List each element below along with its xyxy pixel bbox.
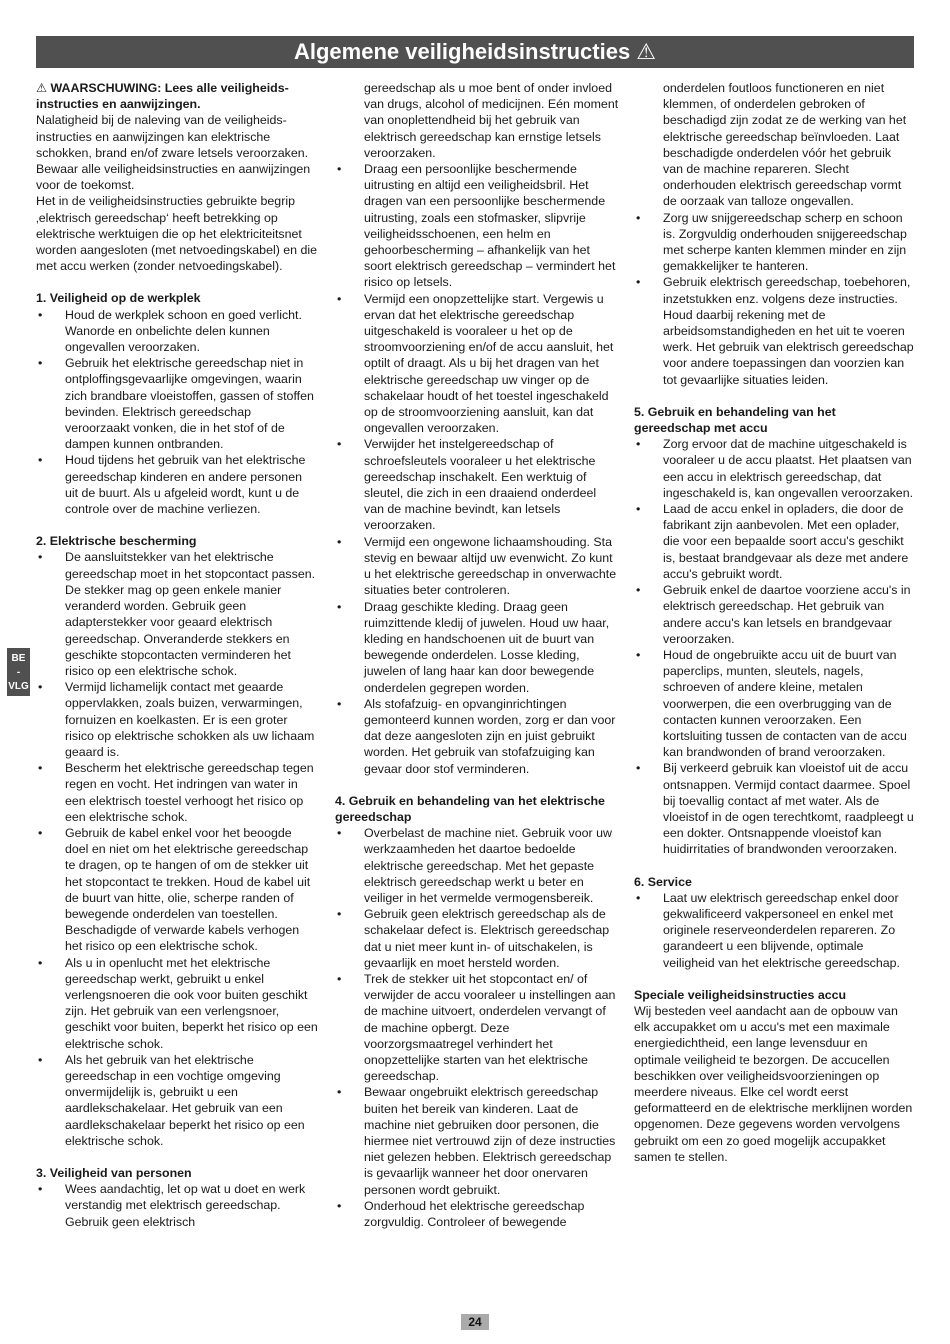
list-item: • Vermijd een ongewone lichaamshouding. Sta stevig en bewaar altijd uw evenwicht. Zo kunt u het elektrische gereedschap in onverwachte situaties beter controleren.: [335, 534, 619, 599]
special-instructions-heading: Speciale veiligheidsinstructies accu: [634, 987, 847, 1002]
section-5-list: [634, 436, 914, 857]
list-item: • Houd tijdens het gebruik van het elektrische gereedschap kinderen en andere personen uit de buurt. Als u afgeleid wordt, kunt u de controle over de machine verliezen.: [36, 452, 318, 517]
list-item: • Als u in openlucht met het elektrische gereedschap werkt, gebruikt u enkel verlengsnoeren die ook voor buiten geschikt zijn. Het gebruik van een verlengsnoer, geschikt voor buiten, beperkt het risico op een elektrische schok.: [36, 955, 318, 1052]
special-instructions-text: Wij besteden veel aandacht aan de opbouw van elk accupakket om u accu's met een maximale energiedichtheid, een lange levensduur en optimale veiligheid te bezorgen. De accucellen beschikken over veiligheidsvoorzieningen op meerdere niveaus. Elke cel wordt eerst geformatteerd en de elektrische merklijnen worden opgenomen. Deze gegevens worden vervolgens gebruikt om een zo goed mogelijk accupakket samen te stellen.: [634, 1003, 913, 1164]
page-number: 24: [461, 1314, 489, 1330]
column-3: [634, 80, 914, 1165]
section-3-list: [36, 1181, 318, 1230]
list-item: • Houd de ongebruikte accu uit de buurt van paperclips, munten, sleutels, nagels, schroeven of andere kleine, metalen voorwerpen, die een overbrugging van de contacten kunnen veroorzaken. Een kortsluiting tussen de contacten van de accu kan brandwonden of brand veroorzaken.: [634, 647, 914, 760]
intro-paragraph: Het in de veiligheidsinstructies gebruikte begrip ‚elektrisch gereedschap‘ heeft betrekking op elektrische werktuigen die op het elektriciteitsnet worden aangesloten (met netvoedingskabel) en die met accu werken (zonder netvoedingskabel).: [36, 194, 318, 274]
section-6-list: [634, 890, 914, 971]
list-item: • Laat uw elektrisch gereedschap enkel door gekwalificeerd vakpersoneel en enkel met originele reserveonderdelen repareren. Zo garandeert u een blijvende, optimale veiligheid van het elektrische gereedschap.: [634, 890, 914, 971]
list-item: • Verwijder het instelgereedschap of schroefsleutels vooraleer u het elektrische gereedschap inschakelt. Een werktuig of sleutel, die zich in een draaiend onderdeel van de machine bevindt, kan letsels veroorzaken.: [335, 436, 619, 533]
section-1-list: [36, 307, 318, 518]
list-item: • Draag geschikte kleding. Draag geen ruimzittende kledij of juwelen. Houd uw haar, kleding en handschoenen uit de buurt van bewegende onderdelen. Losse kleding, juwelen of lang haar kan door bewegende onderdelen gegrepen worden.: [335, 599, 619, 696]
page-title: Algemene veiligheidsinstructies ⚠: [36, 36, 914, 68]
language-tab: [7, 648, 30, 696]
list-item: • Wees aandachtig, let op wat u doet en werk verstandig met elektrisch gereedschap. Gebruik geen elektrisch: [36, 1181, 318, 1230]
list-item: • Trek de stekker uit het stopcontact en/ of verwijder de accu vooraleer u instellingen aan de machine uitvoert, onderdelen vervangt of de machine opbergt. Deze voorzorgsmaatregel verhindert het onopzettelijke starten van het elektrische gereedschap.: [335, 971, 619, 1084]
section-heading-2: 2. Elektrische bescherming: [36, 534, 197, 549]
column-2: [335, 80, 619, 1230]
section-3-list-cont: [335, 161, 619, 777]
list-item: • Zorg uw snijgereedschap scherp en schoon is. Zorgvuldig onderhouden snijgereedschap met scherpe kanten klemmen minder en zijn gemakkelijker te hanteren.: [634, 210, 914, 275]
list-item-continuation: onderdelen foutloos functioneren en niet klemmen, of onderdelen gebroken of beschadigd zijn zodat ze de werking van het elektrische gereedschap beïnvloeden. Laat beschadigde onderdelen vóór het gebruik van de machine repareren. Slecht onderhouden elektrisch gereedschap vormt de oorzaak van talloze ongevallen.: [663, 81, 907, 209]
list-item: • Zorg ervoor dat de machine uitgeschakeld is vooraleer u de accu plaatst. Het plaatsen van een accu in elektrisch gereedschap, dat ingeschakeld is, kan ongevallen veroorzaken.: [634, 436, 914, 501]
column-1: [36, 80, 318, 1230]
section-4-list-cont: [634, 210, 914, 388]
list-item: • Onderhoud het elektrische gereedschap zorgvuldig. Controleer of bewegende: [335, 1198, 619, 1230]
list-item: • De aansluitstekker van het elektrische gereedschap moet in het stopcontact passen. De stekker mag op geen enkele manier veranderd worden. Gebruik geen adapterstekker voor geaard elektrisch gereedschap. Onveranderde stekkers en geschikte stopcontacten verminderen het risico op een elektrische schok.: [36, 549, 318, 679]
warning-heading: ⚠ WAARSCHUWING: Lees alle veiligheids-instructies en aanwijzingen.: [36, 81, 289, 112]
intro-paragraph: Bewaar alle veiligheidsinstructies en aanwijzingen voor de toekomst.: [36, 162, 311, 193]
list-item: • Vermijd lichamelijk contact met geaarde oppervlakken, zoals buizen, verwarmingen, fornuizen en koelkasten. Er is een groter risico op elektrische schokken als uw lichaam geaard is.: [36, 679, 318, 760]
section-heading-1: 1. Veiligheid op de werkplek: [36, 291, 201, 306]
list-item: • Gebruik het elektrische gereedschap niet in ontploffingsgevaarlijke omgevingen, waarin zich brandbare vloeistoffen, gassen of stoffen bevinden. Elektrisch gereedschap veroorzaakt vonken, die in het stof of de dampen kunnen ontbranden.: [36, 355, 318, 452]
list-item: • Houd de werkplek schoon en goed verlicht. Wanorde en onbelichte delen kunnen ongevallen veroorzaken.: [36, 307, 318, 356]
list-item: • Gebruik de kabel enkel voor het beoogde doel en niet om het elektrische gereedschap te dragen, op te hangen of om de stekker uit het stopcontact te trekken. Houd de kabel uit de buurt van hitte, olie, scherpe randen of bewegende onderdelen van toestellen. Beschadigde of verwarde kabels verhogen het risico op een elektrische schok.: [36, 825, 318, 955]
list-item-continuation: gereedschap als u moe bent of onder invloed van drugs, alcohol of medicijnen. Eén moment van onoplettendheid bij het gebruik van elektrisch gereedschap kan ernstige letsels veroorzaken.: [364, 81, 619, 160]
list-item: • Overbelast de machine niet. Gebruik voor uw werkzaamheden het daartoe bedoelde elektrische gereedschap. Met het gepaste elektrisch gereedschap werkt u beter en veiliger in het vermelde vermogensbereik.: [335, 825, 619, 906]
section-heading-5: 5. Gebruik en behandeling van het gereedschap met accu: [634, 404, 836, 436]
list-item: • Bewaar ongebruikt elektrisch gereedschap buiten het bereik van kinderen. Laat de machine niet gebruiken door personen, die hiermee niet vertrouwd zijn of deze instructies niet gelezen hebben. Elektrisch gereedschap is gevaarlijk wanneer het door onervaren personen wordt gebruikt.: [335, 1084, 619, 1197]
list-item: • Laad de accu enkel in opladers, die door de fabrikant zijn aanbevolen. Met een oplader, die voor een bepaalde soort accu's geschikt is, bestaat brandgevaar als deze met andere accu's gebruikt wordt.: [634, 501, 914, 582]
list-item: • Als stofafzuig- en opvanginrichtingen gemonteerd kunnen worden, zorg er dan voor dat deze aangesloten zijn en juist gebruikt worden. Het gebruik van stofafzuiging kan gevaar door stof verminderen.: [335, 696, 619, 777]
list-item: • Gebruik geen elektrisch gereedschap als de schakelaar defect is. Elektrisch gereedschap dat u niet meer kunt in- of uitschakelen, is gevaarlijk en moet hersteld worden.: [335, 906, 619, 971]
section-2-list: [36, 549, 318, 1149]
language-tab-line-1: BE: [11, 653, 26, 664]
section-heading-4: 4. Gebruik en behandeling van het elektrische gereedschap: [335, 793, 605, 824]
language-tab-line-3: VLG: [8, 681, 29, 692]
list-item: • Als het gebruik van het elektrische gereedschap in een vochtige omgeving onvermijdelijk is, gebruikt u een aardlekschakelaar. Het gebruik van een aardlekschakelaar beperkt het risico op een elektrische schok.: [36, 1052, 318, 1149]
list-item: • Bescherm het elektrische gereedschap tegen regen en vocht. Het indringen van water in een elektrisch toestel verhoogt het risico op een elektrische schok.: [36, 760, 318, 825]
intro-paragraph: Nalatigheid bij de naleving van de veiligheids-instructies en aanwijzingen kan elektrische schokken, brand en/of zware letsels veroorzaken.: [36, 113, 309, 160]
list-item: • Bij verkeerd gebruik kan vloeistof uit de accu ontsnappen. Vermijd contact daarmee. Spoel bij toevallig contact af met water. Als de vloeistof in de ogen terechtkomt, raadpleegt u een dokter. Ontsnappende vloeistof kan huidirritaties of brandwonden veroorzaken.: [634, 760, 914, 857]
section-heading-3: 3. Veiligheid van personen: [36, 1166, 192, 1180]
section-heading-6: 6. Service: [634, 874, 692, 889]
list-item: • Gebruik enkel de daartoe voorziene accu's in elektrisch gereedschap. Het gebruik van andere accu's kan letsels en brandgevaar veroorzaken.: [634, 582, 914, 647]
list-item: • Draag een persoonlijke beschermende uitrusting en altijd een veiligheidsbril. Het dragen van een persoonlijke beschermende uitrusting, zoals een stofmasker, slipvrije veiligheidsschoenen, een helm en gehoorbescherming – afhankelijk van het soort elektrisch gereedschap – vermindert het risico op letsels.: [335, 161, 619, 291]
language-tab-line-2: -: [16, 667, 21, 678]
section-4-list: [335, 825, 619, 1230]
list-item: • Vermijd een onopzettelijke start. Vergewis u ervan dat het elektrische gereedschap uitgeschakeld is vooraleer u het op de stroomvoorziening en/of de accu aansluit, het optilt of draagt. Als u bij het dragen van het elektrische gereedschap uw vinger op de schakelaar houdt of het toestel ingeschakeld op de stroomvoorziening aansluit, kan dat ongevallen veroorzaken.: [335, 291, 619, 437]
list-item: • Gebruik elektrisch gereedschap, toebehoren, inzetstukken enz. volgens deze instructies. Houd daarbij rekening met de arbeidsomstandigheden en het uit te voeren werk. Het gebruik van elektrisch gereedschap voor andere toepassingen dan voorzien kan tot gevaarlijke situaties leiden.: [634, 274, 914, 387]
